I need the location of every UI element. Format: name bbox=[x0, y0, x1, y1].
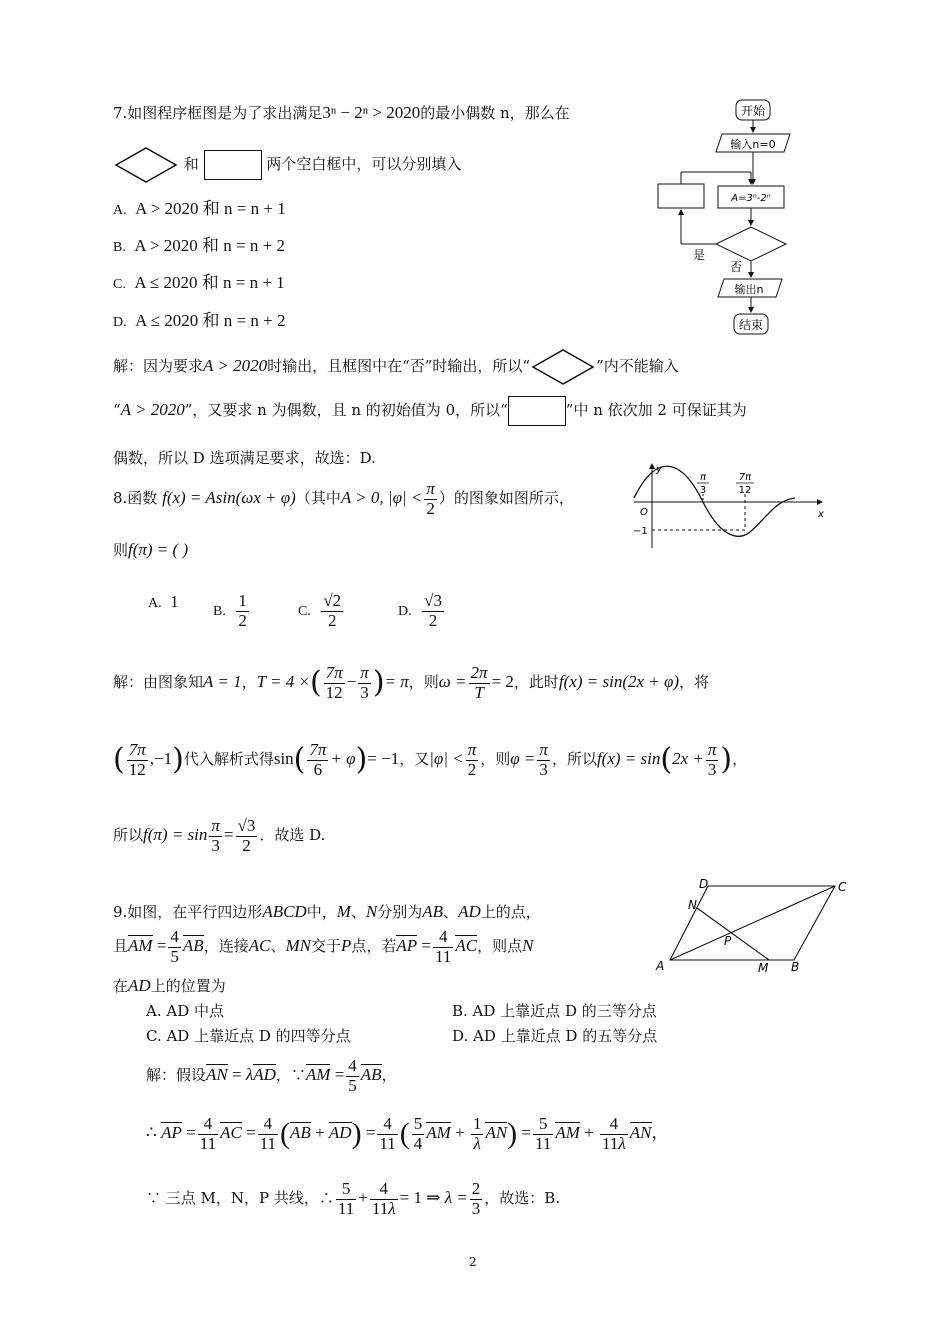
q8-solution-line1: 解：由图象知A = 1，T = 4 ×( $\frac{7\pi}{12}$ − $\frac{\pi}{3}$ )= π，则ω = $\frac{2\pi}{T}$ = 2，此时f(x) = sin(2x + φ)，将 bbox=[113, 663, 710, 702]
flow-blank-diamond bbox=[716, 227, 786, 261]
graph-x-label: x bbox=[818, 509, 824, 520]
q9-stem-line1: 9.如图，在平行四边形ABCD中，M、N分别为AB、AD上的点， bbox=[113, 902, 541, 921]
q8-stem-line1: 8.函数 f(x) = Asin(ωx + φ)（其中A > 0, |φ| < $\frac{\pi}{2}$ ）的图象如图所示， bbox=[113, 479, 574, 518]
q9-option-c: C. AD 上靠近点 D 的四等分点 bbox=[146, 1027, 351, 1045]
vertex-c-label: C bbox=[838, 880, 847, 894]
sine-curve bbox=[634, 466, 795, 536]
q8-option-b: B. $\frac{1}{2}$ bbox=[213, 591, 247, 630]
vertex-d-label: D bbox=[699, 877, 709, 891]
q8-solution-line3: 所以f(π) = sin $\frac{\pi}{3}$ = $\frac{√3}{2}$ ．故选 D. bbox=[113, 816, 326, 855]
point-n-label: N bbox=[688, 898, 697, 912]
q9-option-b: B. AD 上靠近点 D 的三等分点 bbox=[452, 1002, 657, 1020]
graph-origin-label: O bbox=[640, 507, 648, 518]
q7-solution-line2: “A > 2020”，又要求 n 为偶数，且 n 的初始值为 0，所以“ ”中 n 依次加 2 可保证其为 bbox=[113, 396, 747, 426]
q9-option-d: D. AD 上靠近点 D 的五等分点 bbox=[452, 1027, 658, 1045]
flow-output-label: 输出n bbox=[734, 283, 764, 296]
q9-solution-line3: ∵ 三点 M，N，P 共线，∴ $\frac{5}{11}$ + $\frac{4}{11\lambda}$ = 1 ⇒ λ = $\frac{2}{3}$ ，故选：B. bbox=[146, 1179, 561, 1218]
q8-option-c: C. $\frac{√2}{2}$ bbox=[298, 591, 342, 630]
page-number: 2 bbox=[469, 1255, 477, 1269]
q8-stem-line2: 则f(π) = ( ) bbox=[113, 540, 189, 559]
q9-stem-line3: 在AD上的位置为 bbox=[113, 976, 226, 995]
q7-solution-line1: 解：因为要求A > 2020时输出，且框图中在“否”时输出，所以“ ”内不能输入 bbox=[113, 348, 679, 386]
q9-solution-line1: 解：假设AN = λAD，∵AM = $\frac{4}{5}$ AB， bbox=[146, 1056, 397, 1095]
q7-option-c: C. A ≤ 2020 和 n = n + 1 bbox=[113, 273, 285, 292]
graph-tick2-num: 7π bbox=[738, 472, 752, 483]
q7-stem-line2: 和 两个空白框中，可以分别填入 bbox=[113, 146, 461, 184]
solution-diamond-icon bbox=[530, 348, 596, 386]
q7-flowchart bbox=[652, 96, 802, 341]
flow-end-label: 结束 bbox=[738, 318, 764, 332]
pi-over-2-frac: $\frac{\pi}{2}$ bbox=[426, 479, 435, 518]
q7-stem-line1: 7.如图程序框图是为了求出满足3ⁿ − 2ⁿ > 2020的最小偶数 n，那么在 bbox=[113, 103, 570, 122]
q9-parallelogram-figure bbox=[650, 872, 850, 976]
q9-stem-line2: 且AM = $\frac{4}{5}$ AB，连接AC、MN交于P点，若AP = $\frac{4}{11}$ AC，则点N bbox=[113, 927, 534, 966]
blank-diamond-icon bbox=[113, 146, 179, 184]
graph-tick1-num: π bbox=[699, 472, 707, 483]
graph-tick2-den: 12 bbox=[738, 485, 752, 496]
q7-option-a: A. A > 2020 和 n = n + 1 bbox=[113, 199, 286, 218]
q7-option-b: B. A > 2020 和 n = n + 2 bbox=[113, 236, 285, 255]
blank-rect-icon bbox=[204, 150, 262, 180]
q8-solution-line2: ( $\frac{7\pi}{12}$ ,−1)代入解析式得sin( $\frac{7\pi}{6}$ + φ)= −1，又|φ| < $\frac{\pi}{2}$ ，则φ = $\frac{\pi}{3}$ ，所以f(x) = sin(2x + $\frac{\pi}{3}$ )， bbox=[113, 740, 748, 779]
q8-sine-graph bbox=[630, 460, 830, 550]
solution-rect-icon bbox=[508, 396, 566, 426]
q7-solution-line3: 偶数，所以 D 选项满足要求，故选：D. bbox=[113, 449, 376, 467]
q8-option-a: A. 1 bbox=[148, 592, 179, 611]
flow-yes-label: 是 bbox=[693, 248, 706, 262]
q9-option-a: A. AD 中点 bbox=[146, 1002, 224, 1020]
flow-start-label: 开始 bbox=[740, 104, 766, 118]
q9-solution-line2: ∴ AP = $\frac{4}{11}$ AC = $\frac{4}{11}$ (AB + AD) = $\frac{4}{11}$ ( $\frac{5}{4}$ AM + $\frac{1}{\lambda}$ AN) = $\frac{5}{11}$ AM + $\frac{4}{11\lambda}$ AN， bbox=[146, 1114, 669, 1153]
graph-y-label: y bbox=[656, 464, 662, 475]
flow-no-label: 否 bbox=[730, 260, 743, 274]
point-m-label: M bbox=[758, 961, 769, 975]
flow-blank-rect bbox=[658, 184, 704, 208]
point-p-label: P bbox=[724, 934, 732, 948]
vertex-a-label: A bbox=[656, 959, 665, 973]
flow-assign-label: A=3ⁿ-2ⁿ bbox=[731, 193, 771, 204]
q7-option-d: D. A ≤ 2020 和 n = n + 2 bbox=[113, 311, 286, 330]
flow-input-label: 输入n=0 bbox=[730, 138, 776, 151]
graph-tick1-den: 3 bbox=[699, 485, 707, 496]
graph-minus-one-label: −1 bbox=[633, 526, 648, 537]
q8-option-d: D. $\frac{√3}{2}$ bbox=[398, 591, 442, 630]
segment-mn bbox=[697, 908, 769, 960]
vertex-b-label: B bbox=[791, 960, 800, 974]
